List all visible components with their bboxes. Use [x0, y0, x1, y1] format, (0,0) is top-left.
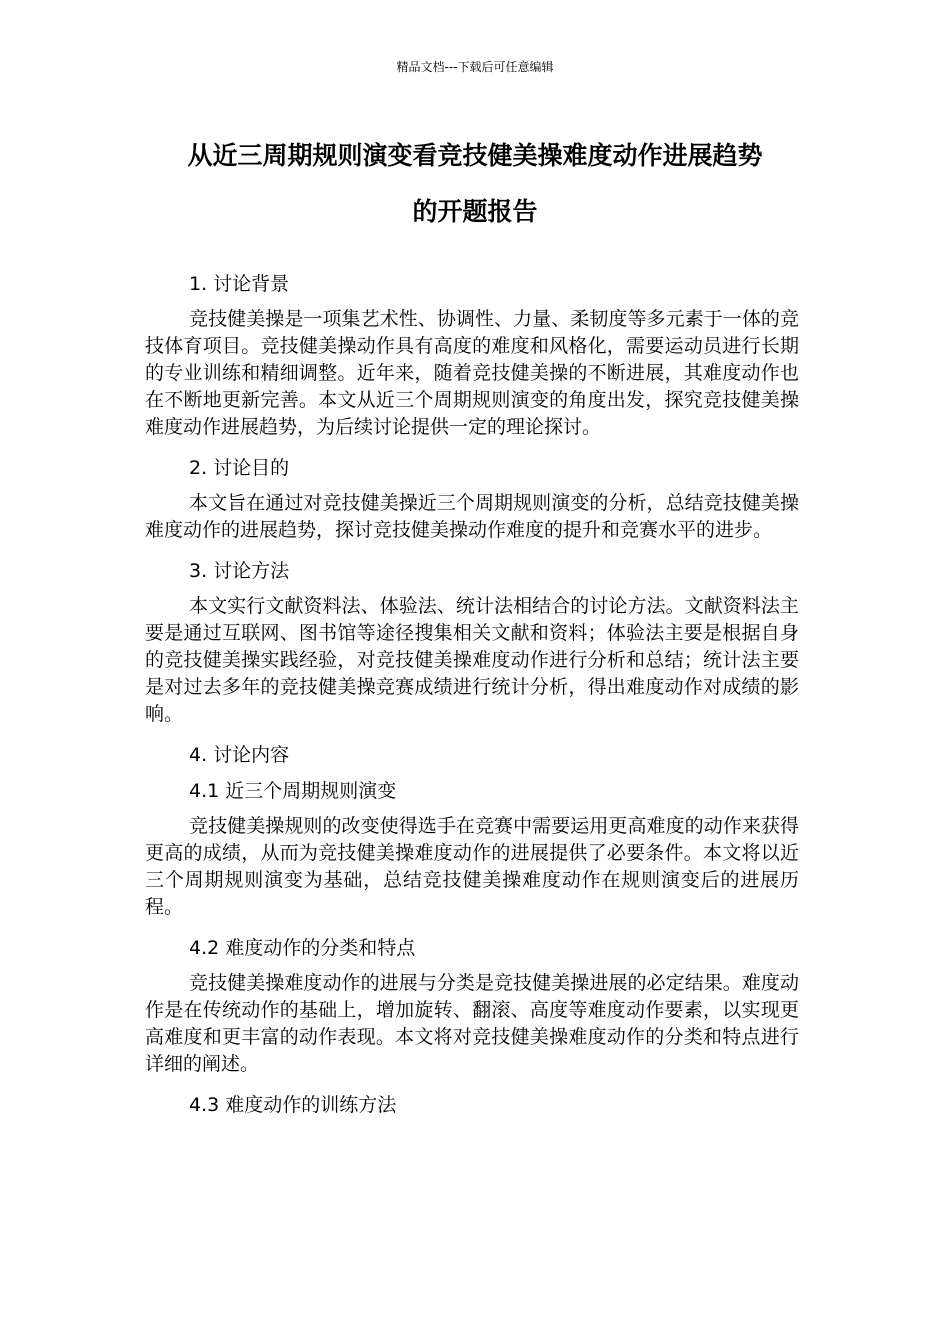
document-title-line-1: 从近三周期规则演变看竞技健美操难度动作进展趋势 [187, 141, 763, 170]
section-heading-background: 1. 讨论背景 [189, 273, 290, 295]
subsection-heading-4-2: 4.2 难度动作的分类和特点 [189, 937, 416, 959]
paragraph-background: 竞技健美操是一项集艺术性、协调性、力量、柔韧度等多元素于一体的竞技体育项目。竞技健美操动作具有高度的难度和风格化，需要运动员进行长期的专业训练和精细调整。近年来，随着竞技健美操的不断进展，其难度动作也在不断地更新完善。本文从近三个周期规则演变的角度出发，探究竞技健美操难度动作进展趋势，为后续讨论提供一定的理论探讨。 [145, 308, 799, 438]
document-title-line-2: 的开题报告 [412, 197, 538, 226]
page-header: 精品文档---下载后可任意编辑 [396, 60, 554, 74]
section-heading-content: 4. 讨论内容 [189, 744, 290, 766]
paragraph-method: 本文实行文献资料法、体验法、统计法相结合的讨论方法。文献资料法主要是通过互联网、图书馆等途径搜集相关文献和资料；体验法主要是根据自身的竞技健美操实践经验，对竞技健美操难度动作进行分析和总结；统计法主要是对过去多年的竞技健美操竞赛成绩进行统计分析，得出难度动作对成绩的影响。 [145, 595, 799, 725]
subsection-heading-4-3: 4.3 难度动作的训练方法 [189, 1094, 397, 1116]
section-heading-method: 3. 讨论方法 [189, 560, 290, 582]
subsection-heading-4-1: 4.1 近三个周期规则演变 [189, 780, 397, 802]
paragraph-4-1: 竞技健美操规则的改变使得选手在竞赛中需要运用更高难度的动作来获得更高的成绩，从而为竞技健美操难度动作的进展提供了必要条件。本文将以近三个周期规则演变为基础，总结竞技健美操难度动作在规则演变后的进展历程。 [145, 815, 799, 918]
paragraph-4-2: 竞技健美操难度动作的进展与分类是竞技健美操进展的必定结果。难度动作是在传统动作的基础上，增加旋转、翻滚、高度等难度动作要素，以实现更高难度和更丰富的动作表现。本文将对竞技健美操难度动作的分类和特点进行详细的阐述。 [145, 972, 799, 1075]
section-heading-purpose: 2. 讨论目的 [189, 457, 290, 479]
document-body [145, 266, 799, 1123]
paragraph-purpose: 本文旨在通过对竞技健美操近三个周期规则演变的分析，总结竞技健美操难度动作的进展趋势，探讨竞技健美操动作难度的提升和竞赛水平的进步。 [145, 492, 799, 541]
